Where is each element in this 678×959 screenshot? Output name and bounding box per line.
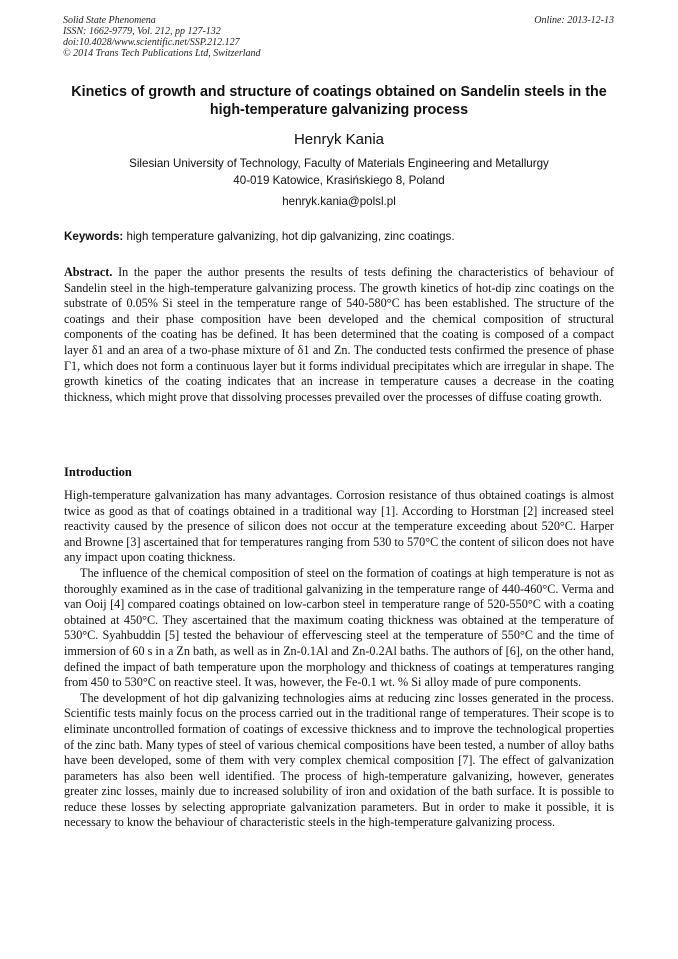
online-date: Online: 2013-12-13 xyxy=(534,15,614,26)
author-email[interactable]: henryk.kania@polsl.pl xyxy=(282,195,396,208)
abstract-label: Abstract. xyxy=(64,265,113,279)
intro-paragraph-2: The influence of the chemical composition of steel on the formation of coatings at high temperature is not as thoroughly examined as in the case of traditional galvanizing in the temperature range of 440-460°C. Verma and van Ooij [4] compared coatings obtained on low-carbon steel in temperature range of 520-550°C with a coating obtained at 450°C. They ascertained that the maximum coating thickness was obtained at the temperature of 530°C. Syahbuddin [5] tested the behaviour of effervescing steel at the temperature of 550°C and the time of immersion of 60 s in a Zn bath, as well as in Zn-0.1Al and Zn-0.2Al baths. The authors of [6], on the other hand, defined the impact of bath temperature upon the morphology and thickness of coatings at temperatures ranging from 450 to 530°C on reactive steel. It was, however, the Fe-0.1 wt. % Si alloy made of pure components. xyxy=(64,565,614,690)
copyright-line: © 2014 Trans Tech Publications Ltd, Switzerland xyxy=(63,48,261,59)
affiliation-line-1: Silesian University of Technology, Faculty of Materials Engineering and Metallurgy xyxy=(129,157,549,170)
paper-title: Kinetics of growth and structure of coatings obtained on Sandelin steels in the high-temperature galvanizing process xyxy=(71,84,607,118)
keywords-label: Keywords: xyxy=(64,230,124,243)
abstract-text: In the paper the author presents the results of tests defining the characteristics of behaviour of Sandelin steel in the high-temperature galvanizing process. The growth kinetics of hot-dip zinc coatings on the substrate of 0.05% Si steel in the temperature range of 540-580°C has been established. The structure of the coatings and their phase composition have been developed and the chemical composition of structural components of the coating has be defined. It has been determined that the coating is composed of a compact layer δ1 and an area of a two-phase mixture of δ1 and Zn. The conducted tests confirmed the presence of phase Γ1, which does not form a continuous layer but it forms individual precipitates which are irregular in shape. The growth kinetics of the coating indicates that an increase in temperature causes a decrease in the coating thickness, which might prove that dissolving processes prevailed over the processes of diffuse coating growth. xyxy=(64,265,614,404)
affiliation-line-2: 40-019 Katowice, Krasińskiego 8, Poland xyxy=(233,173,445,187)
keywords-text: high temperature galvanizing, hot dip galvanizing, zinc coatings. xyxy=(123,230,455,243)
journal-header xyxy=(63,15,261,59)
intro-paragraph-1: High-temperature galvanization has many advantages. Corrosion resistance of thus obtained coatings is almost twice as good as that of coatings obtained in a traditional way [1]. According to Horstman [2] increased steel reactivity caused by the presence of silicon does not occur at the temperature exceeding about 520°C. Harper and Browne [3] ascertained that for temperatures ranging from 530 to 570°C the content of silicon does not have any impact upon coating thickness. xyxy=(64,488,614,565)
intro-paragraph-3: The development of hot dip galvanizing technologies aims at reducing zinc losses generated in the process. Scientific tests mainly focus on the process carried out in the traditional range of temperatures. Their scope is to eliminate uncontrolled formation of coatings of excessive thickness and to improve the technological properties of the zinc bath. Many types of steel of various chemical compositions have been tested, a number of alloy baths have been developed, some of them with very complex chemical composition [7]. The effect of galvanization parameters has also been well identified. The process of high-temperature galvanizing, however, generates greater zinc losses, mainly due to increased solubility of iron and oxidation of the bath surface. It is possible to reduce these losses by selecting appropriate galvanization parameters. But in order to make it possible, it is necessary to know the behaviour of characteristic steels in the high-temperature galvanizing process. xyxy=(64,690,614,830)
affiliation xyxy=(64,156,614,189)
section-heading-introduction: Introduction xyxy=(64,465,132,479)
journal-name: Solid State Phenomena xyxy=(63,15,156,26)
doi-line[interactable]: doi:10.4028/www.scientific.net/SSP.212.127 xyxy=(63,37,240,48)
issn-line: ISSN: 1662-9779, Vol. 212, pp 127-132 xyxy=(63,26,221,37)
author-name: Henryk Kania xyxy=(293,131,385,148)
abstract xyxy=(64,265,614,405)
keywords xyxy=(64,229,614,244)
introduction-body xyxy=(64,488,614,831)
